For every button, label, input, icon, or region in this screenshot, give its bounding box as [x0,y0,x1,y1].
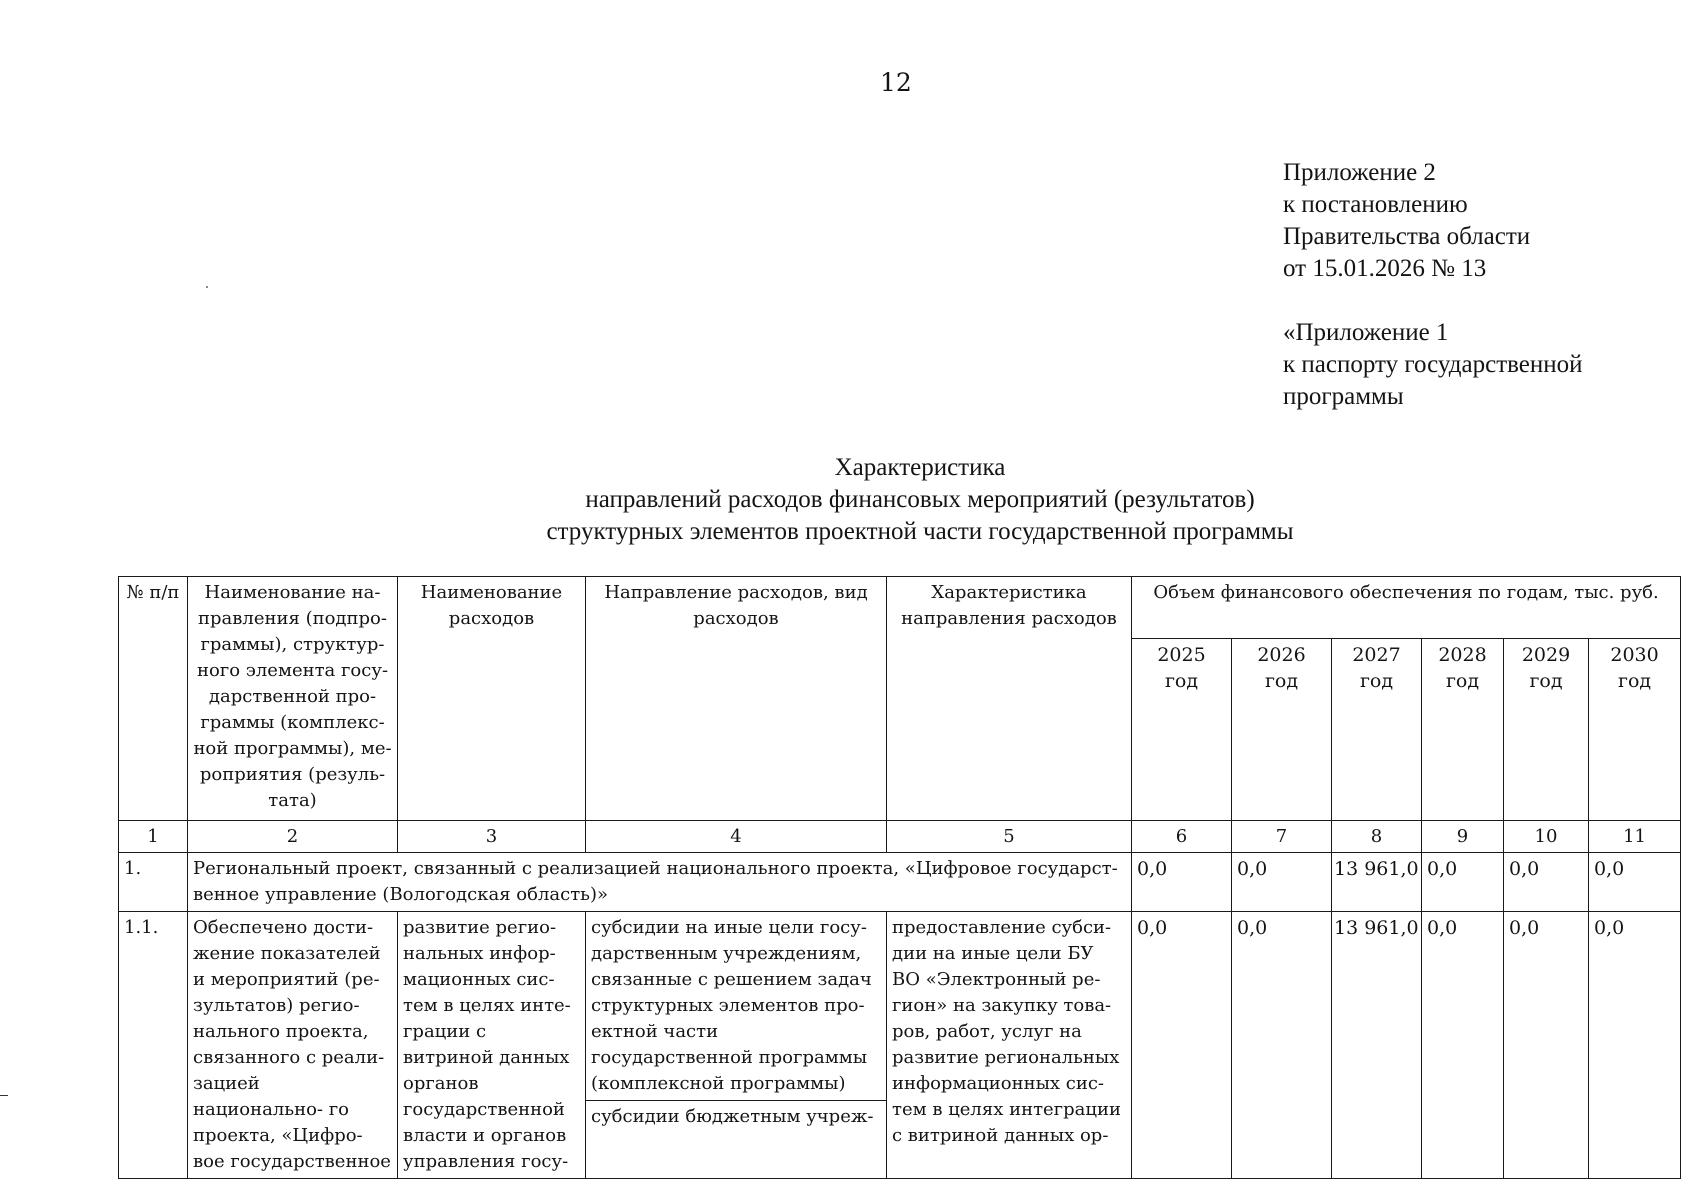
value-2030: 0,0 [1589,853,1681,912]
header-year-2029: 2029 год [1504,639,1589,821]
row-result-name: Обеспечено дости- жение показателей и мероприятий (ре- зультатов) регио- нального проекта, связанного с реали- зацией национально- го проекта, «Цифро- вое государственное [188,912,398,1179]
column-number: 7 [1232,821,1332,853]
row-project-name: Региональный проект, связанный с реализацией национального проекта, «Цифровое государст- венное управление (Вологодская область)» [188,853,1132,912]
margin-mark [0,1095,8,1096]
appendix-line: Правительства области [1283,223,1531,250]
row-expense-name: развитие регио- нальных инфор- мационных сис- тем в целях инте- грации с витриной данных органов государственной власти и органов управления госу- [398,912,586,1179]
appendix-line: программы [1283,383,1404,410]
row-characteristic: предоставление субси- дии на иные цели БУ ВО «Электронный ре- гион» на закупку това- ров, работ, услуг на развитие региональных информационных сис- тем в целях интеграции с витриной данных ор- [887,912,1132,1179]
column-number: 9 [1422,821,1504,853]
table-row [119,912,1681,1179]
header-year-2030: 2030 год [1589,639,1681,821]
column-number-row [119,821,1681,853]
scan-speck [206,286,208,288]
value-2029: 0,0 [1504,912,1589,1179]
header-characteristic: Характеристика направления расходов [887,577,1132,821]
header-funding: Объем финансового обеспечения по годам, тыс. руб. [1132,577,1681,639]
column-number: 8 [1332,821,1422,853]
column-number: 11 [1589,821,1681,853]
header-direction: Направление расходов, вид расходов [586,577,887,821]
value-2025: 0,0 [1132,912,1232,1179]
header-year-2028: 2028 год [1422,639,1504,821]
direction-subsidy-other: субсидии на иные цели госу- дарственным учреждениям, связанные с решением задач структурных элементов про- ектной части государственной программы (комплексной программы) [586,912,886,1101]
column-number: 4 [586,821,887,853]
value-2028: 0,0 [1422,853,1504,912]
appendix-line: Приложение 2 [1283,159,1436,186]
column-number: 10 [1504,821,1589,853]
header-expense-name: Наименование расходов [398,577,586,821]
column-number: 2 [188,821,398,853]
direction-subsidy-budget: субсидии бюджетным учреж- [591,1106,874,1127]
value-2027: 13 961,0 [1332,853,1422,912]
financing-table [118,576,1681,1179]
table-row [119,853,1681,912]
title-line: структурных элементов проектной части государственной программы [546,518,1294,545]
column-number: 5 [887,821,1132,853]
page-number: 12 [880,68,912,97]
header-year-2025: 2025 год [1132,639,1232,821]
column-number: 1 [119,821,188,853]
appendix-line: к постановлению [1283,191,1468,218]
header-name: Наименование на- правления (подпро- граммы), структур- ного элемента госу- дарственной про- граммы (комплекс- ной программы), ме- роприятия (резуль- тата) [188,577,398,821]
column-number: 3 [398,821,586,853]
header-year-2026: 2026 год [1232,639,1332,821]
column-number: 6 [1132,821,1232,853]
value-2026: 0,0 [1232,853,1332,912]
header-num: № п/п [119,577,188,821]
appendix-line: «Приложение 1 [1283,319,1449,346]
header-year-2027: 2027 год [1332,639,1422,821]
row-num: 1.1. [119,912,188,1179]
value-2030: 0,0 [1589,912,1681,1179]
appendix-line: от 15.01.2026 № 13 [1283,255,1487,282]
value-2028: 0,0 [1422,912,1504,1179]
title-line: Характеристика [834,454,1006,481]
value-2025: 0,0 [1132,853,1232,912]
value-2027: 13 961,0 [1332,912,1422,1179]
appendix-line: к паспорту государственной [1283,351,1583,378]
row-direction [586,912,887,1179]
document-title [420,452,1420,548]
value-2026: 0,0 [1232,912,1332,1179]
title-line: направлений расходов финансовых мероприятий (результатов) [585,486,1255,513]
row-num: 1. [119,853,188,912]
appendix-block [1283,157,1583,413]
value-2029: 0,0 [1504,853,1589,912]
